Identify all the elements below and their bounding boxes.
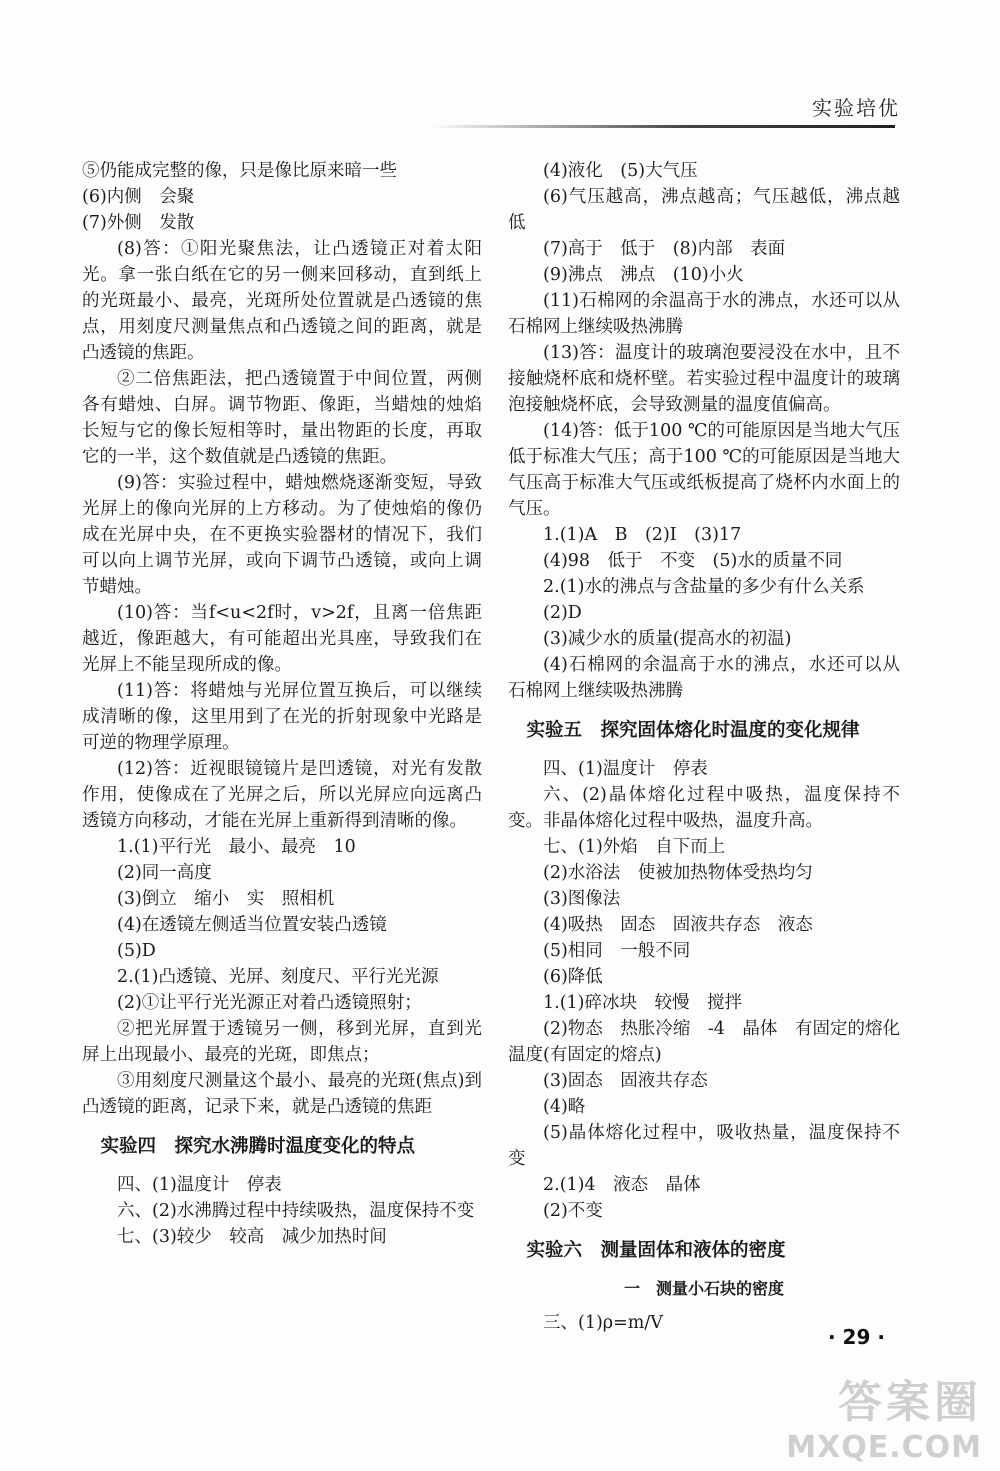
answer-paragraph: (6)内侧 会聚 — [82, 187, 195, 207]
answer-paragraph: (2)D — [543, 603, 582, 623]
answer-paragraph: (9)沸点 沸点 (10)小火 — [543, 265, 744, 285]
answer-paragraph: (13)答：温度计的玻璃泡要浸没在水中，且不接触烧杯底和烧杯壁。若实验过程中温度计的玻璃泡接触烧杯底，会导致测量的温度值偏高。 — [508, 343, 900, 415]
answer-paragraph: (2)同一高度 — [117, 863, 212, 883]
answer-paragraph: 2.(1)水的沸点与含盐量的多少有什么关系 — [543, 577, 865, 597]
answer-paragraph: (11)石棉网的余温高于水的沸点，水还可以从石棉网上继续吸热沸腾 — [508, 291, 900, 337]
watermark-url: MXQE.COM — [786, 1430, 982, 1465]
section-heading: 实验四 探究水沸腾时温度变化的特点 — [100, 1136, 416, 1157]
answer-paragraph: (9)答：实验过程中，蜡烛燃烧逐渐变短，导致光屏上的像向光屏的上方移动。为了使烛焰的像仍成在光屏中央，在不更换实验器材的情况下，我们可以向上调节光屏，或向下调节凸透镜，或向上调节蜡烛。 — [82, 473, 482, 597]
answer-paragraph: (2)水浴法 使被加热物体受热均匀 — [543, 863, 813, 883]
answer-paragraph: (8)答：①阳光聚焦法，让凸透镜正对着太阳光。拿一张白纸在它的另一侧来回移动，直到纸上的光斑最小、最亮，光斑所处位置就是凸透镜的焦点，用刻度尺测量焦点和凸透镜之间的距离，就是凸透镜的焦距。 — [82, 239, 482, 363]
section-heading: 实验六 测量固体和液体的密度 — [526, 1240, 786, 1261]
answer-paragraph: 七、(3)较少 较高 减少加热时间 — [117, 1227, 387, 1247]
answer-paragraph: (6)气压越高，沸点越高；气压越低，沸点越低 — [508, 187, 900, 233]
answer-paragraph: (4)98 低于 不变 (5)水的质量不同 — [543, 551, 843, 571]
header-divider — [430, 125, 895, 128]
answer-paragraph: (5)D — [117, 941, 156, 961]
subsection-heading: 一 测量小石块的密度 — [623, 1279, 784, 1298]
answer-paragraph: 四、(1)温度计 停表 — [543, 759, 708, 779]
answer-paragraph: (4)石棉网的余温高于水的沸点，水还可以从石棉网上继续吸热沸腾 — [508, 655, 900, 701]
answer-paragraph: 1.(1)A B (2)Ⅰ (3)17 — [543, 525, 742, 545]
answer-paragraph: 2.(1)凸透镜、光屏、刻度尺、平行光光源 — [117, 967, 439, 987]
answer-paragraph: (10)答：当f<u<2f时，v>2f，且离一倍焦距越近，像距越大，有可能超出光具座，导致我们在光屏上不能呈现所成的像。 — [82, 603, 482, 675]
answer-paragraph: (11)答：将蜡烛与光屏位置互换后，可以继续成清晰的像，这里用到了在光的折射现象中光路是可逆的物理学原理。 — [82, 681, 482, 753]
answer-paragraph: (4)液化 (5)大气压 — [543, 161, 698, 181]
answer-paragraph: (3)倒立 缩小 实 照相机 — [117, 889, 335, 909]
answer-paragraph: ③用刻度尺测量这个最小、最亮的光斑(焦点)到凸透镜的距离，记录下来，就是凸透镜的焦距 — [82, 1071, 482, 1117]
watermark — [786, 1366, 982, 1465]
answer-paragraph: (3)减少水的质量(提高水的初温) — [543, 629, 792, 649]
answer-paragraph: 七、(1)外焰 自下而上 — [543, 837, 726, 857]
section-heading: 实验五 探究固体熔化时温度的变化规律 — [526, 720, 860, 741]
answer-paragraph: 六、(2)晶体熔化过程中吸热，温度保持不变。非晶体熔化过程中吸热，温度升高。 — [508, 785, 900, 831]
answer-paragraph: (3)图像法 — [543, 889, 621, 909]
answer-paragraph: ②二倍焦距法，把凸透镜置于中间位置，两侧各有蜡烛、白屏。调节物距、像距，当蜡烛的烛焰长短与它的像长短相等时，量出物距的长度，再取它的一半，这个数值就是凸透镜的焦距。 — [82, 369, 482, 467]
answer-paragraph: ⑤仍能成完整的像，只是像比原来暗一些 — [82, 161, 397, 181]
answer-paragraph: (14)答：低于100 ℃的可能原因是当地大气压低于标准大气压；高于100 ℃的可能原因是当地大气压高于标准大气压或纸板提高了烧杯内水面上的气压。 — [508, 421, 900, 519]
answer-paragraph: (2)物态 热胀冷缩 -4 晶体 有固定的熔化温度(有固定的熔点) — [508, 1019, 900, 1065]
answer-paragraph: (2)不变 — [543, 1201, 603, 1221]
answer-paragraph: (4)在透镜左侧适当位置安装凸透镜 — [117, 915, 387, 935]
answer-paragraph: 六、(2)水沸腾过程中持续吸热，温度保持不变 — [117, 1201, 475, 1221]
answer-paragraph: 1.(1)平行光 最小、最亮 10 — [117, 837, 356, 857]
answer-paragraph: (5)晶体熔化过程中，吸收热量，温度保持不变 — [508, 1123, 900, 1169]
page-number: · 29 · — [828, 1325, 885, 1349]
answer-paragraph: 1.(1)碎冰块 较慢 搅拌 — [543, 993, 742, 1013]
left-column — [82, 158, 482, 1250]
answer-paragraph: ②把光屏置于透镜另一侧，移到光屏，直到光屏上出现最小、最亮的光斑，即焦点； — [82, 1019, 482, 1065]
running-header-title: 实验培优 — [812, 96, 900, 120]
answer-paragraph: (3)固态 固液共存态 — [543, 1071, 708, 1091]
answer-paragraph: (4)略 — [543, 1097, 586, 1117]
answer-paragraph: (12)答：近视眼镜镜片是凹透镜，对光有发散作用，使像成在了光屏之后，所以光屏应向远离凸透镜方向移动，才能在光屏上重新得到清晰的像。 — [82, 759, 482, 831]
answer-paragraph: (5)相同 一般不同 — [543, 941, 691, 961]
answer-paragraph: (7)高于 低于 (8)内部 表面 — [543, 239, 786, 259]
answer-paragraph: (2)①让平行光光源正对着凸透镜照射； — [117, 993, 422, 1013]
answer-paragraph: 2.(1)4 液态 晶体 — [543, 1175, 701, 1195]
watermark-logo-text: 答案圈 — [838, 1377, 982, 1428]
answer-paragraph: 四、(1)温度计 停表 — [117, 1175, 282, 1195]
answer-paragraph: (6)降低 — [543, 967, 603, 987]
answer-paragraph: 三、(1)ρ=m/V — [543, 1313, 663, 1333]
answer-paragraph: (4)吸热 固态 固液共存态 液态 — [543, 915, 813, 935]
answer-paragraph: (7)外侧 发散 — [82, 213, 195, 233]
right-column — [508, 158, 900, 1336]
